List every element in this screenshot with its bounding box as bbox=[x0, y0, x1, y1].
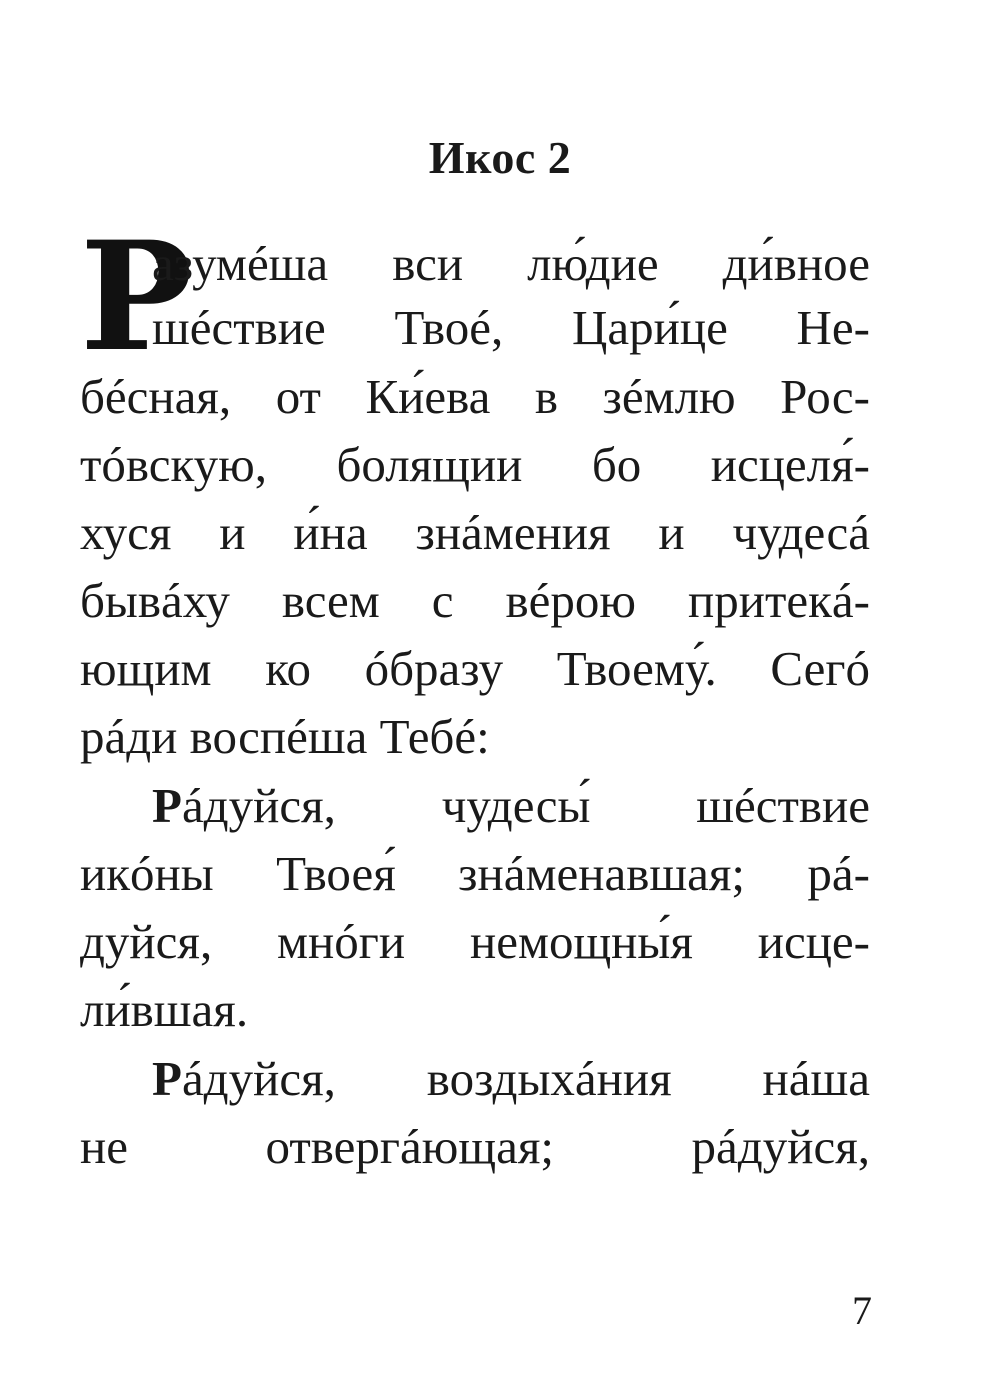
text-line: азумéша вси лю́дие ди́вное bbox=[152, 236, 870, 291]
text-line bbox=[152, 1047, 870, 1111]
text-line: хуся и и́на знáмения и чудесá bbox=[80, 505, 870, 560]
text-line bbox=[152, 774, 870, 838]
text-fragment: áдуйся, воздыхáния нáша bbox=[181, 1051, 870, 1106]
text-line: тóвскую, болящии бо исцеля́- bbox=[80, 437, 870, 492]
text-line: ющим ко óбразу Твоему́. Сегó bbox=[80, 641, 870, 696]
text-line: дуйся, мнóги немощны́я исце- bbox=[80, 914, 870, 969]
text-line: шéствие Твоé, Цари́це Не- bbox=[152, 300, 870, 355]
text-line: икóны Твоея́ знáменавшая; рá- bbox=[80, 846, 870, 901]
text-line: ли́вшая. bbox=[80, 982, 249, 1037]
text-fragment: áдуйся, чудесы́ шéствие bbox=[181, 778, 870, 833]
text-line: бéсная, от Ки́ева в зéмлю Рос- bbox=[80, 369, 870, 424]
text-line: бывáху всем с вéрою притекá- bbox=[80, 573, 870, 628]
text-line: рáди воспéша Тебé: bbox=[80, 709, 490, 764]
page-number: 7 bbox=[852, 1288, 872, 1333]
drop-cap-letter: Р bbox=[80, 209, 193, 385]
text-line: не отвергáющая; рáдуйся, bbox=[80, 1119, 870, 1174]
bold-initial: Р bbox=[152, 778, 182, 833]
bold-initial: Р bbox=[152, 1051, 182, 1106]
page-heading: Икос 2 bbox=[428, 132, 572, 183]
